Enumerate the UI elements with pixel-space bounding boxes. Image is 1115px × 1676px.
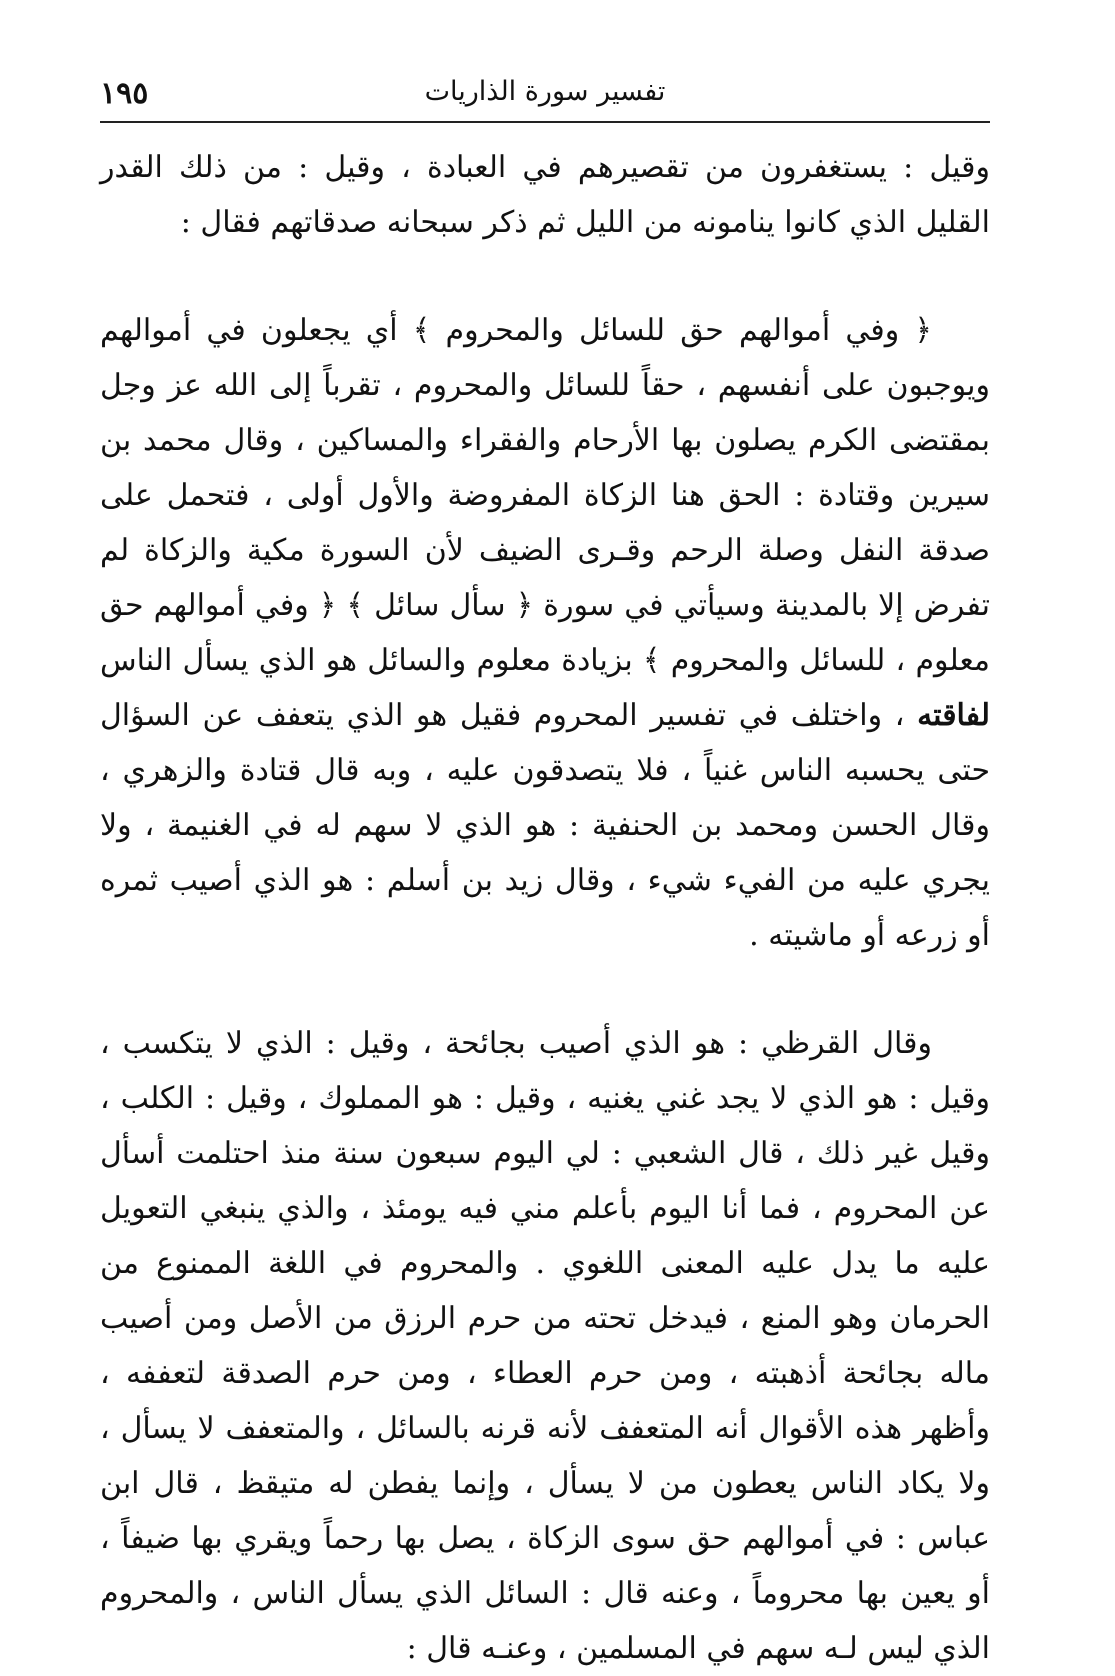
- header-divider: [100, 121, 990, 123]
- paragraph-2-bold-word: لفاقته: [917, 698, 990, 733]
- paragraph-2-text-before: ﴿ وفي أموالهم حق للسائل والمحروم ﴾ أي يجعلون في أموالهم ويوجبون على أنفسهم ، حقاً للسائل والمحروم ، تقرباً إلى الله عز وجل بمقتضى الكرم يصلون بها الأرحام والفقراء والمساكين ، وقال محمد بن سيرين وقتادة : الحق هنا الزكاة المفروضة والأول أولى ، فتحمل على صدقة النفل وصلة الرحم وقـرى الضيف لأن السورة مكية والزكاة لم تفرض إلا بالمدينة وسيأتي في سورة ﴿ سأل سائل ﴾ ﴿ وفي أموالهم حق معلوم ، للسائل والمحروم ﴾ بزيادة معلوم والسائل هو الذي يسأل الناس: [100, 313, 990, 678]
- paragraph-2: [100, 303, 990, 963]
- page-header: [100, 72, 990, 118]
- paragraph-1: وقيل : يستغفرون من تقصيرهم في العبادة ، وقيل : من ذلك القدر القليل الذي كانوا ينامونه من الليل ثم ذكر سبحانه صدقاتهم فقال :: [100, 150, 990, 240]
- page-number: ١٩٥: [100, 76, 149, 111]
- page-body: [100, 140, 990, 1676]
- running-title: تفسير سورة الذاريات: [424, 76, 666, 107]
- paragraph-2-text-after: ، واختلف في تفسير المحروم فقيل هو الذي يتعفف عن السؤال حتى يحسبه الناس غنياً ، فلا يتصدقون عليه ، وبه قال قتادة والزهري ، وقال الحسن ومحمد بن الحنفية : هو الذي لا سهم له في الغنيمة ، ولا يجري عليه من الفيء شيء ، وقال زيد بن أسلم : هو الذي أصيب ثمره أو زرعه أو ماشيته .: [100, 698, 990, 953]
- paragraph-3: وقال القرظي : هو الذي أصيب بجائحة ، وقيل : الذي لا يتكسب ، وقيل : هو الذي لا يجد غني يغنيه ، وقيل : هو المملوك ، وقيل : الكلب ، وقيل غير ذلك ، قال الشعبي : لي اليوم سبعون سنة منذ احتلمت أسأل عن المحروم ، فما أنا اليوم بأعلم مني فيه يومئذ ، والذي ينبغي التعويل عليه ما يدل عليه المعنى اللغوي . والمحروم في اللغة الممنوع من الحرمان وهو المنع ، فيدخل تحته من حرم الرزق من الأصل ومن أصيب ماله بجائحة أذهبته ، ومن حرم العطاء ، ومن حرم الصدقة لتعففه ، وأظهر هذه الأقوال أنه المتعفف لأنه قرنه بالسائل ، والمتعفف لا يسأل ، ولا يكاد الناس يعطون من لا يسأل ، وإنما يفطن له متيقظ ، قال ابن عباس : في أموالهم حق سوى الزكاة ، يصل بها رحماً ويقري بها ضيفاً ، أو يعين بها محروماً ، وعنه قال : السائل الذي يسأل الناس ، والمحروم الذي ليس لـه سهم في المسلمين ، وعنـه قال :: [100, 1026, 990, 1666]
